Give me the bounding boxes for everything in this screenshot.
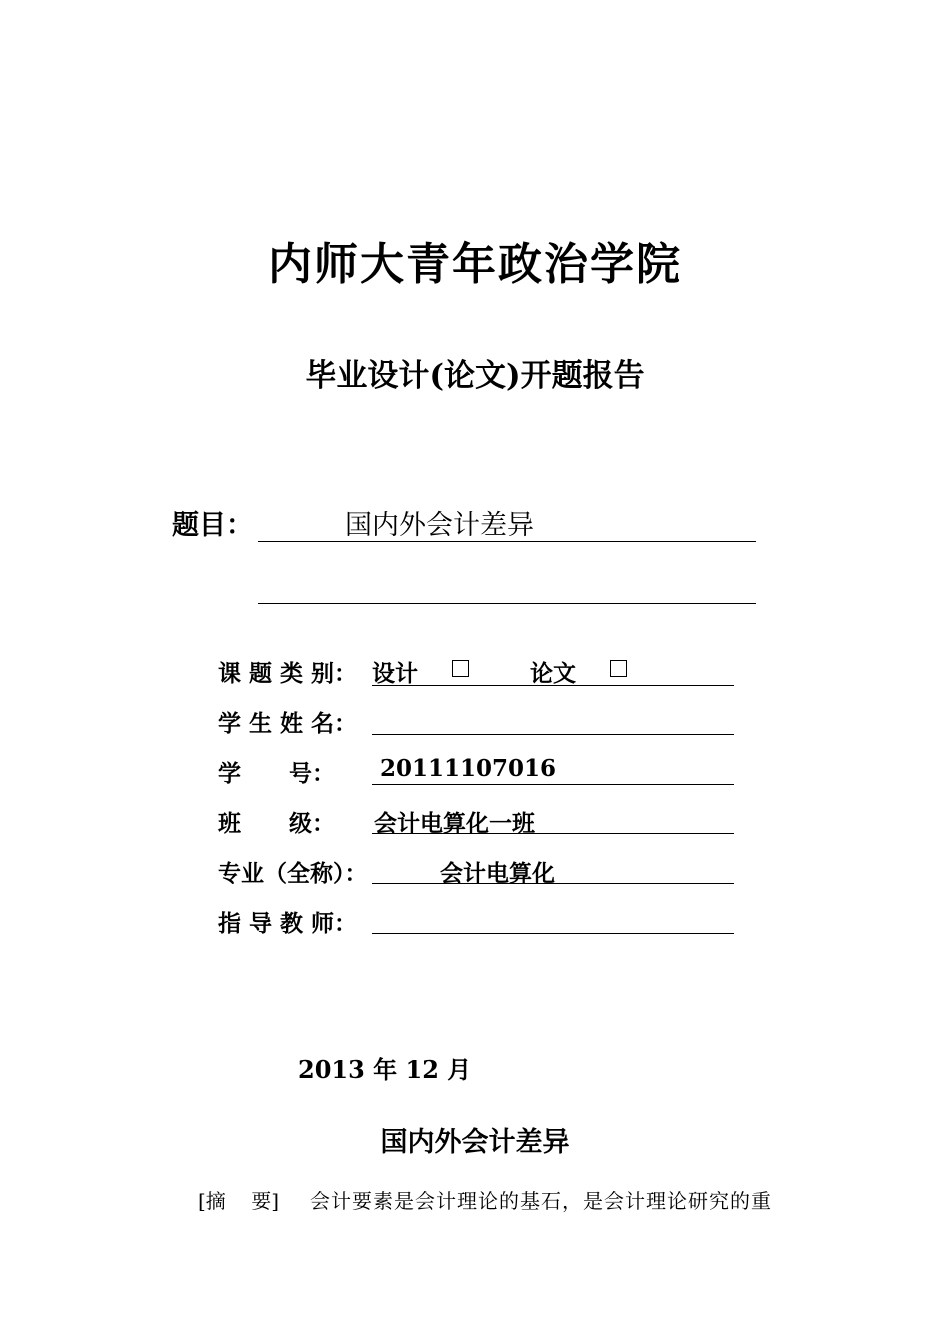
topic-value: 国内外会计差异 xyxy=(345,510,534,541)
report-title: 毕业设计(论文)开题报告 xyxy=(305,358,645,394)
abstract-label: [摘 要] xyxy=(198,1189,280,1213)
design-checkbox[interactable] xyxy=(452,660,469,677)
college-name: 内师大青年政治学院 xyxy=(268,239,682,290)
major-value: 会计电算化 xyxy=(440,860,555,887)
topic-underline-2 xyxy=(258,603,756,604)
student-id-value: 20111107016 xyxy=(380,755,557,782)
paper-heading: 国内外会计差异 xyxy=(380,1127,570,1158)
student-name-label: 学 生 姓 名： xyxy=(218,711,358,737)
advisor-underline xyxy=(372,933,734,934)
class-underline xyxy=(372,833,734,834)
major-label: 专业（全称）： xyxy=(218,861,368,887)
category-option-thesis: 论文 xyxy=(530,660,576,687)
category-option-design: 设计 xyxy=(372,660,418,687)
category-underline xyxy=(372,685,734,686)
report-date: 2013 年 12 月 xyxy=(298,1055,472,1084)
class-value: 会计电算化一班 xyxy=(374,810,535,837)
student-name-underline xyxy=(372,734,734,735)
student-id-label: 学 号： xyxy=(218,761,336,787)
category-label: 课 题 类 别： xyxy=(218,661,358,687)
student-id-underline xyxy=(372,784,734,785)
thesis-checkbox[interactable] xyxy=(610,660,627,677)
abstract-text: 会计要素是会计理论的基石，是会计理论研究的重 xyxy=(310,1189,772,1213)
major-underline xyxy=(372,883,734,884)
topic-label: 题目： xyxy=(172,510,253,541)
advisor-label: 指 导 教 师： xyxy=(218,911,358,937)
topic-underline-1 xyxy=(258,541,756,542)
class-label: 班 级： xyxy=(218,811,336,837)
